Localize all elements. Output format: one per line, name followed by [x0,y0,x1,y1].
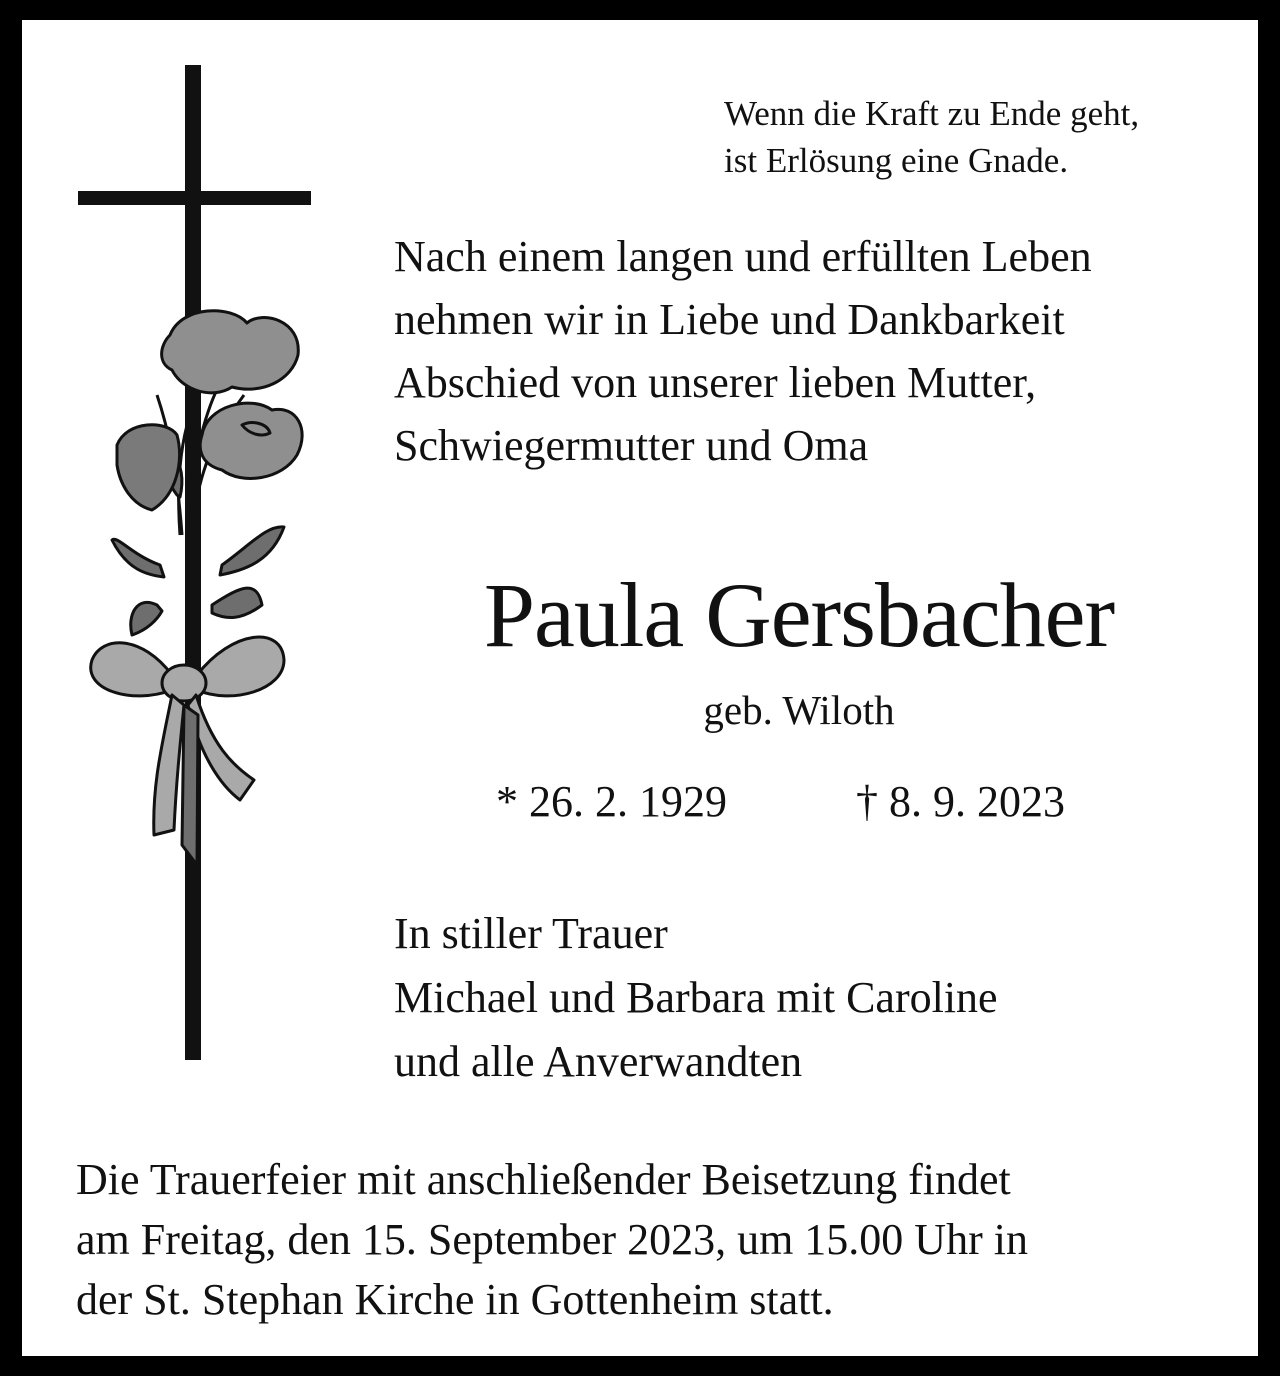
intro-line: nehmen wir in Liebe und Dankbarkeit [394,295,1065,344]
intro-text [394,225,1204,477]
cross-with-roses-illustration [72,65,372,1065]
death-date: † 8. 9. 2023 [856,777,1065,826]
obituary-notice [22,20,1258,1356]
intro-line: Schwiegermutter und Oma [394,421,869,470]
motto-line: Wenn die Kraft zu Ende geht, [724,94,1140,133]
maiden-name: geb. Wiloth [703,687,895,733]
intro-line: Nach einem langen und erfüllten Leben [394,232,1092,281]
funeral-line: Die Trauerfeier mit anschließender Beisetzung findet [76,1155,1011,1204]
mourners-line: Michael und Barbara mit Caroline [394,973,998,1022]
mourners-line: In stiller Trauer [394,909,668,958]
mourners [394,902,998,1094]
deceased-name: Paula Gersbacher [483,564,1115,666]
funeral-notice [76,1150,1204,1330]
birth-date: * 26. 2. 1929 [496,777,727,826]
cross-icon [78,65,311,1060]
motto [724,90,1139,184]
mourners-line: und alle Anverwandten [394,1037,803,1086]
intro-line: Abschied von unserer lieben Mutter, [394,358,1037,407]
funeral-line: der St. Stephan Kirche in Gottenheim statt. [76,1275,834,1324]
motto-line: ist Erlösung eine Gnade. [724,141,1069,180]
funeral-line: am Freitag, den 15. September 2023, um 15.00 Uhr in [76,1215,1028,1264]
